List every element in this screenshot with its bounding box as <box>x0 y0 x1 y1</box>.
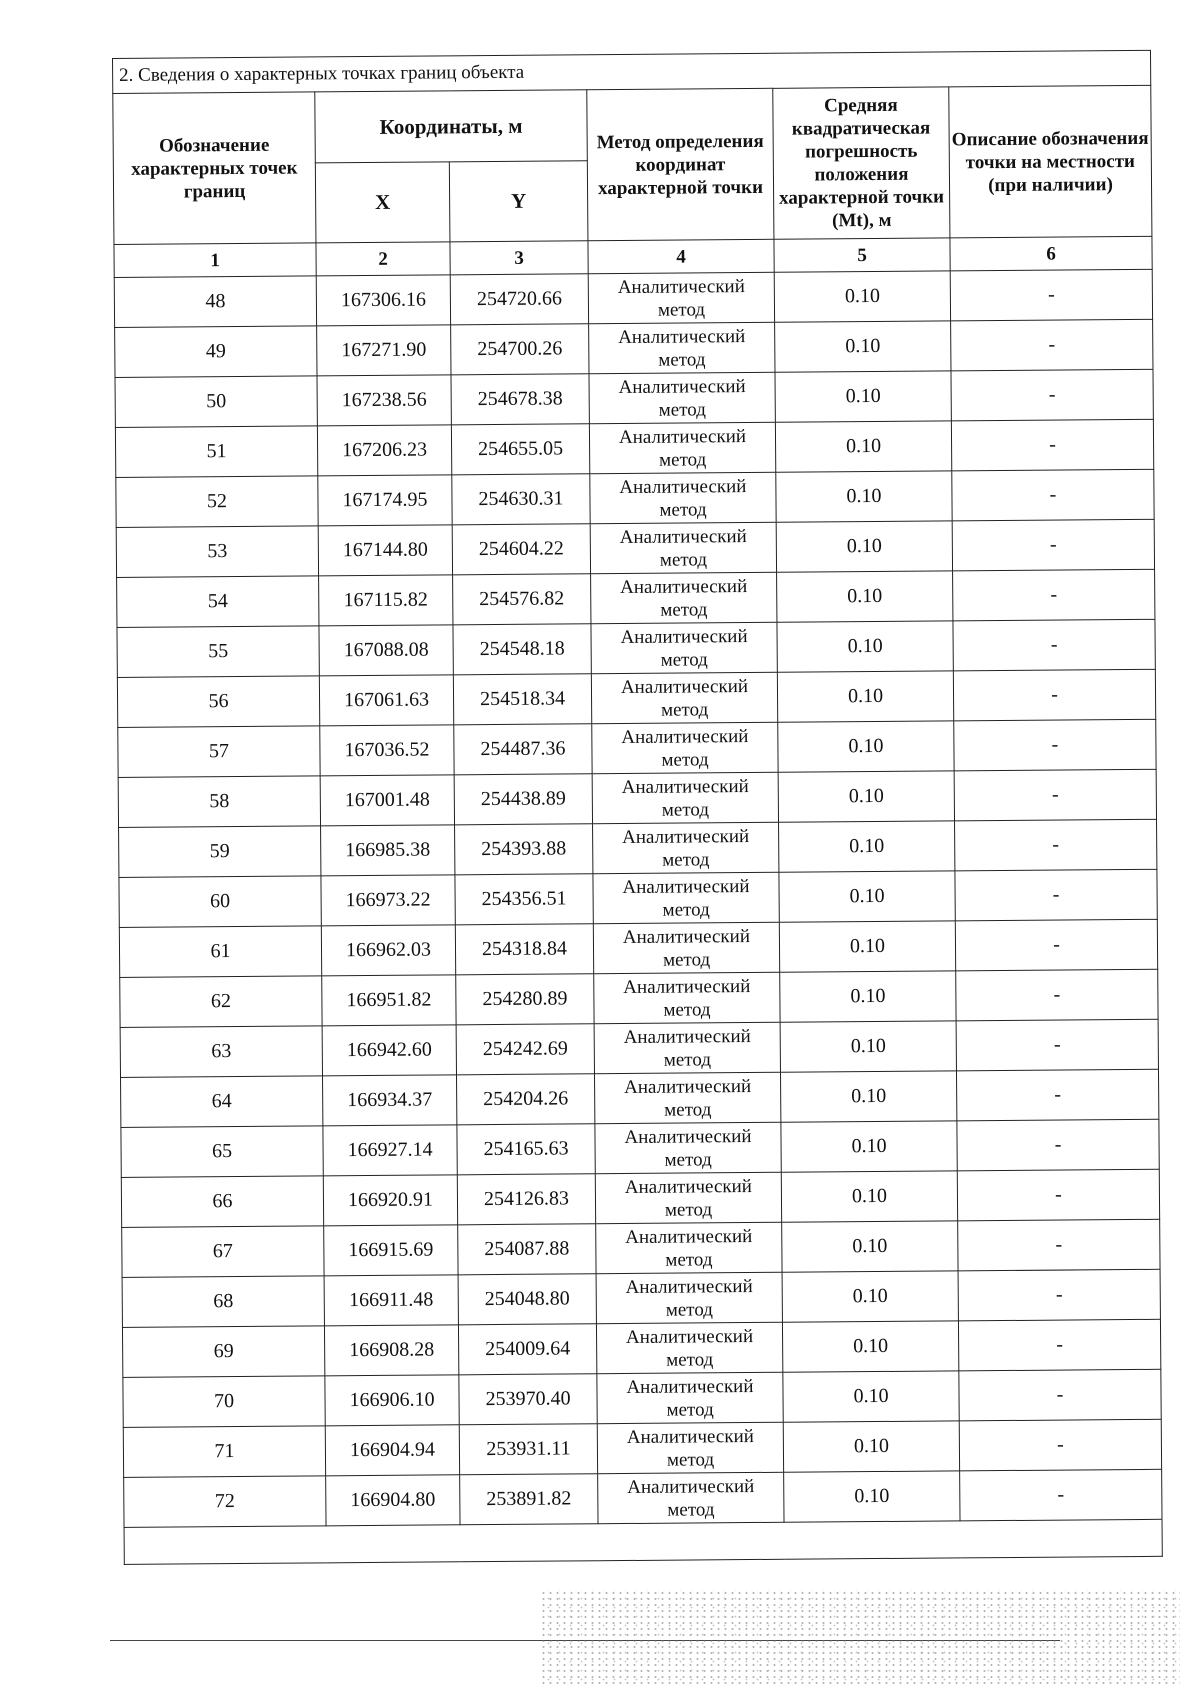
point-designation: 65 <box>121 1126 323 1178</box>
coordinate-y: 254165.63 <box>457 1124 595 1175</box>
method-cell <box>591 672 777 723</box>
method-cell <box>589 322 775 373</box>
point-designation: 66 <box>121 1176 323 1228</box>
point-designation: 54 <box>117 576 319 628</box>
method-line2: метод <box>662 898 710 921</box>
method-cell <box>593 872 779 923</box>
method-line2: метод <box>666 1448 715 1471</box>
method-line2: метод <box>664 1198 713 1221</box>
table-row <box>124 1469 1162 1527</box>
coordinate-y: 254700.26 <box>451 324 589 375</box>
table-row <box>115 369 1153 427</box>
mean-square-error: 0.10 <box>776 521 952 572</box>
table-row <box>115 419 1153 477</box>
coordinate-x: 167061.63 <box>319 675 453 726</box>
coordinate-y: 254678.38 <box>451 374 589 425</box>
mean-square-error: 0.10 <box>777 571 953 622</box>
method-line2: метод <box>660 698 709 721</box>
table-row <box>123 1369 1161 1427</box>
table-row <box>121 1119 1159 1177</box>
header-description: Описание обозначения точки на местности (при наличии) <box>949 85 1152 238</box>
coordinate-x: 167206.23 <box>317 425 451 476</box>
point-designation: 68 <box>122 1276 324 1328</box>
coordinate-x: 166962.03 <box>321 925 455 976</box>
method-line2: метод <box>660 598 708 621</box>
method-cell <box>595 1122 781 1173</box>
coordinate-x: 166927.14 <box>323 1125 457 1176</box>
table-row <box>117 619 1155 677</box>
method-line2: метод <box>659 548 708 571</box>
point-description: - <box>957 1169 1159 1221</box>
coordinate-x: 167238.56 <box>317 375 451 426</box>
table-row <box>120 1019 1158 1077</box>
header-error: Средняя квадратическая погрешность положения характерной точки (Mt), м <box>773 87 950 239</box>
point-description: - <box>955 869 1157 921</box>
coordinate-y: 254487.36 <box>454 724 592 775</box>
point-description: - <box>956 969 1158 1021</box>
point-designation: 56 <box>117 676 319 728</box>
mean-square-error: 0.10 <box>777 621 953 672</box>
method-line1: Аналитический <box>622 875 750 898</box>
method-line2: метод <box>666 1398 714 1421</box>
mean-square-error: 0.10 <box>778 771 954 822</box>
coordinate-x: 167036.52 <box>320 725 454 776</box>
method-cell <box>592 722 778 773</box>
point-description: - <box>952 519 1154 571</box>
point-description: - <box>953 619 1155 671</box>
point-description: - <box>951 319 1153 371</box>
method-cell <box>591 572 777 623</box>
method-line1: Аналитический <box>622 825 750 848</box>
point-designation: 72 <box>124 1476 326 1528</box>
method-cell <box>589 372 775 423</box>
table-row <box>116 519 1154 577</box>
coordinate-y: 254242.69 <box>456 1024 594 1075</box>
method-cell <box>590 472 776 523</box>
mean-square-error: 0.10 <box>775 371 951 422</box>
point-description: - <box>956 1069 1158 1121</box>
method-line1: Аналитический <box>625 1275 753 1298</box>
coordinate-x: 166915.69 <box>324 1225 458 1276</box>
mean-square-error: 0.10 <box>782 1271 958 1322</box>
method-cell <box>591 622 777 673</box>
point-designation: 59 <box>119 826 321 878</box>
method-cell <box>593 922 779 973</box>
column-number: 1 <box>114 243 316 278</box>
section-title: 2. Сведения о характерных точках границ объекта <box>113 50 1151 93</box>
coordinate-x: 166985.38 <box>321 825 455 876</box>
method-line1: Аналитический <box>620 575 748 598</box>
coordinate-x: 167271.90 <box>317 325 451 376</box>
point-designation: 61 <box>119 926 321 978</box>
method-line1: Аналитический <box>626 1425 754 1448</box>
coordinate-y: 253931.11 <box>459 1424 597 1475</box>
column-number: 4 <box>588 239 774 273</box>
point-description: - <box>950 269 1152 321</box>
coordinate-y: 253970.40 <box>459 1374 597 1425</box>
coordinate-y: 254356.51 <box>455 874 593 925</box>
method-line1: Аналитический <box>621 775 749 798</box>
method-line2: метод <box>665 1298 713 1321</box>
coordinate-x: 166906.10 <box>325 1375 459 1426</box>
table-row <box>116 469 1154 527</box>
mean-square-error: 0.10 <box>779 921 955 972</box>
mean-square-error: 0.10 <box>783 1371 959 1422</box>
method-line1: Аналитический <box>624 1175 752 1198</box>
boundary-points-table <box>112 50 1163 1565</box>
method-cell <box>596 1222 782 1273</box>
mean-square-error: 0.10 <box>783 1421 959 1472</box>
coordinate-x: 166911.48 <box>324 1275 458 1326</box>
table-row <box>119 869 1157 927</box>
point-designation: 52 <box>116 476 318 528</box>
column-number: 2 <box>316 242 450 276</box>
mean-square-error: 0.10 <box>782 1321 958 1372</box>
method-cell <box>592 772 778 823</box>
method-cell <box>590 522 776 573</box>
mean-square-error: 0.10 <box>781 1171 957 1222</box>
method-cell <box>594 1072 780 1123</box>
method-line1: Аналитический <box>624 1125 752 1148</box>
method-line1: Аналитический <box>623 1075 752 1098</box>
method-line1: Аналитический <box>623 1025 751 1048</box>
coordinate-y: 254518.34 <box>453 674 591 725</box>
coordinate-x: 167088.08 <box>319 625 453 676</box>
table-row <box>118 719 1156 777</box>
coordinate-y: 254720.66 <box>450 274 588 325</box>
table-row <box>118 769 1156 827</box>
point-designation: 48 <box>114 276 316 328</box>
table-row <box>122 1319 1160 1377</box>
method-line2: метод <box>665 1248 713 1271</box>
table-row <box>123 1419 1161 1477</box>
method-line1: Аналитический <box>621 725 749 748</box>
method-line2: метод <box>661 748 709 771</box>
coordinate-y: 254548.18 <box>453 624 591 675</box>
method-line2: метод <box>661 798 710 821</box>
method-line2: метод <box>662 848 710 871</box>
coordinate-x: 166904.94 <box>325 1425 459 1476</box>
coordinate-x: 167306.16 <box>316 275 450 326</box>
mean-square-error: 0.10 <box>775 321 951 372</box>
coordinate-x: 167144.80 <box>318 525 452 576</box>
table-row <box>115 319 1153 377</box>
point-description: - <box>952 469 1154 521</box>
empty-cell <box>124 1519 1162 1564</box>
point-description: - <box>955 919 1157 971</box>
point-description: - <box>957 1119 1159 1171</box>
method-line2: метод <box>660 648 708 671</box>
point-description: - <box>954 769 1156 821</box>
table-row <box>114 269 1152 327</box>
coordinate-x: 166942.60 <box>322 1025 456 1076</box>
point-description: - <box>951 369 1153 421</box>
point-designation: 63 <box>120 1026 322 1078</box>
table-body <box>114 269 1162 1527</box>
method-line1: Аналитический <box>619 525 747 548</box>
method-line2: метод <box>666 1348 714 1371</box>
point-designation: 71 <box>123 1426 325 1478</box>
header-row <box>113 85 1152 164</box>
method-line1: Аналитический <box>620 675 749 698</box>
empty-row <box>124 1519 1162 1564</box>
method-cell <box>588 272 774 323</box>
coordinate-y: 254655.05 <box>451 424 589 475</box>
header-coordinates: Координаты, м <box>315 90 588 163</box>
point-designation: 50 <box>115 376 317 428</box>
method-cell <box>594 972 780 1023</box>
scan-noise <box>540 1590 1180 1685</box>
point-description: - <box>954 719 1156 771</box>
table-row <box>121 1069 1159 1127</box>
point-designation: 64 <box>121 1076 323 1128</box>
method-line1: Аналитический <box>618 425 747 448</box>
coordinate-x: 167001.48 <box>320 775 454 826</box>
coordinate-y: 254630.31 <box>452 474 590 525</box>
coordinate-y: 254576.82 <box>453 574 591 625</box>
point-designation: 70 <box>123 1376 325 1428</box>
header-x: X <box>315 162 450 243</box>
point-description: - <box>958 1319 1160 1371</box>
point-designation: 51 <box>115 426 317 478</box>
method-line2: метод <box>664 1098 712 1121</box>
point-description: - <box>959 1419 1161 1471</box>
point-designation: 55 <box>117 626 319 678</box>
table-row <box>117 669 1155 727</box>
header-designation: Обозначение характерных точек границ <box>113 92 316 245</box>
coordinate-x: 166920.91 <box>323 1175 457 1226</box>
method-cell <box>593 822 779 873</box>
method-line2: метод <box>662 948 711 971</box>
mean-square-error: 0.10 <box>777 671 953 722</box>
column-number: 6 <box>950 236 1152 271</box>
table-row <box>119 919 1157 977</box>
mean-square-error: 0.10 <box>776 471 952 522</box>
table-row <box>122 1269 1160 1327</box>
method-line1: Аналитический <box>618 325 746 348</box>
method-line1: Аналитический <box>617 275 745 298</box>
point-description: - <box>953 569 1155 621</box>
coordinate-y: 254087.88 <box>458 1224 596 1275</box>
method-line1: Аналитический <box>626 1375 754 1398</box>
point-description: - <box>956 1019 1158 1071</box>
method-line2: метод <box>663 1048 712 1071</box>
coordinate-x: 166934.37 <box>323 1075 457 1126</box>
mean-square-error: 0.10 <box>780 1071 956 1122</box>
point-designation: 69 <box>122 1326 324 1378</box>
document-sheet <box>112 50 1162 1598</box>
method-line2: метод <box>664 1148 712 1171</box>
point-description: - <box>953 669 1155 721</box>
point-description: - <box>951 419 1153 471</box>
method-line2: метод <box>659 448 707 471</box>
header-y: Y <box>449 161 588 242</box>
table-row <box>122 1219 1160 1277</box>
point-designation: 58 <box>118 776 320 828</box>
method-line2: метод <box>657 298 706 321</box>
coordinate-y: 254204.26 <box>456 1074 594 1125</box>
mean-square-error: 0.10 <box>782 1221 958 1272</box>
method-line1: Аналитический <box>627 1475 755 1498</box>
table-row <box>121 1169 1159 1227</box>
mean-square-error: 0.10 <box>779 821 955 872</box>
header-method: Метод определения координат характерной точки <box>587 88 774 240</box>
method-cell <box>596 1322 782 1373</box>
coordinate-x: 166904.80 <box>326 1475 460 1526</box>
coordinate-y: 253891.82 <box>460 1474 598 1525</box>
point-designation: 57 <box>118 726 320 778</box>
table-row <box>117 569 1155 627</box>
method-line1: Аналитический <box>622 925 751 948</box>
point-description: - <box>955 819 1157 871</box>
column-number: 5 <box>774 238 950 272</box>
method-cell <box>589 422 775 473</box>
mean-square-error: 0.10 <box>780 1021 956 1072</box>
method-cell <box>596 1272 782 1323</box>
coordinate-y: 254604.22 <box>452 524 590 575</box>
method-line1: Аналитический <box>625 1225 753 1248</box>
method-line1: Аналитический <box>618 375 746 398</box>
coordinate-x: 166951.82 <box>322 975 456 1026</box>
method-line1: Аналитический <box>625 1325 754 1348</box>
method-line2: метод <box>659 498 707 521</box>
method-line2: метод <box>658 348 706 371</box>
column-number: 3 <box>450 241 588 275</box>
mean-square-error: 0.10 <box>774 271 950 322</box>
mean-square-error: 0.10 <box>778 721 954 772</box>
coordinate-y: 254126.83 <box>457 1174 595 1225</box>
point-designation: 67 <box>122 1226 324 1278</box>
method-line1: Аналитический <box>620 625 748 648</box>
coordinate-x: 166973.22 <box>321 875 455 926</box>
mean-square-error: 0.10 <box>779 871 955 922</box>
method-cell <box>597 1422 783 1473</box>
mean-square-error: 0.10 <box>781 1121 957 1172</box>
point-description: - <box>958 1219 1160 1271</box>
point-designation: 60 <box>119 876 321 928</box>
method-cell <box>595 1172 781 1223</box>
coordinate-y: 254280.89 <box>456 974 594 1025</box>
method-cell <box>598 1472 784 1523</box>
table-row <box>119 819 1157 877</box>
method-line2: метод <box>667 1498 715 1521</box>
method-line2: метод <box>658 398 706 421</box>
method-cell <box>594 1022 780 1073</box>
point-description: - <box>959 1369 1161 1421</box>
coordinate-x: 166908.28 <box>324 1325 458 1376</box>
point-description: - <box>960 1469 1162 1521</box>
point-description: - <box>958 1269 1160 1321</box>
coordinate-y: 254318.84 <box>455 924 593 975</box>
mean-square-error: 0.10 <box>780 971 956 1022</box>
coordinate-y: 254009.64 <box>458 1324 596 1375</box>
coordinate-x: 167174.95 <box>318 475 452 526</box>
method-line2: метод <box>663 998 711 1021</box>
method-line1: Аналитический <box>619 475 747 498</box>
coordinate-y: 254048.80 <box>458 1274 596 1325</box>
mean-square-error: 0.10 <box>775 421 951 472</box>
coordinate-y: 254393.88 <box>455 824 593 875</box>
method-line1: Аналитический <box>623 975 751 998</box>
point-designation: 49 <box>115 326 317 378</box>
mean-square-error: 0.10 <box>784 1471 960 1522</box>
point-designation: 53 <box>116 526 318 578</box>
method-cell <box>597 1372 783 1423</box>
table-row <box>120 969 1158 1027</box>
point-designation: 62 <box>120 976 322 1028</box>
coordinate-y: 254438.89 <box>454 774 592 825</box>
coordinate-x: 167115.82 <box>319 575 453 626</box>
